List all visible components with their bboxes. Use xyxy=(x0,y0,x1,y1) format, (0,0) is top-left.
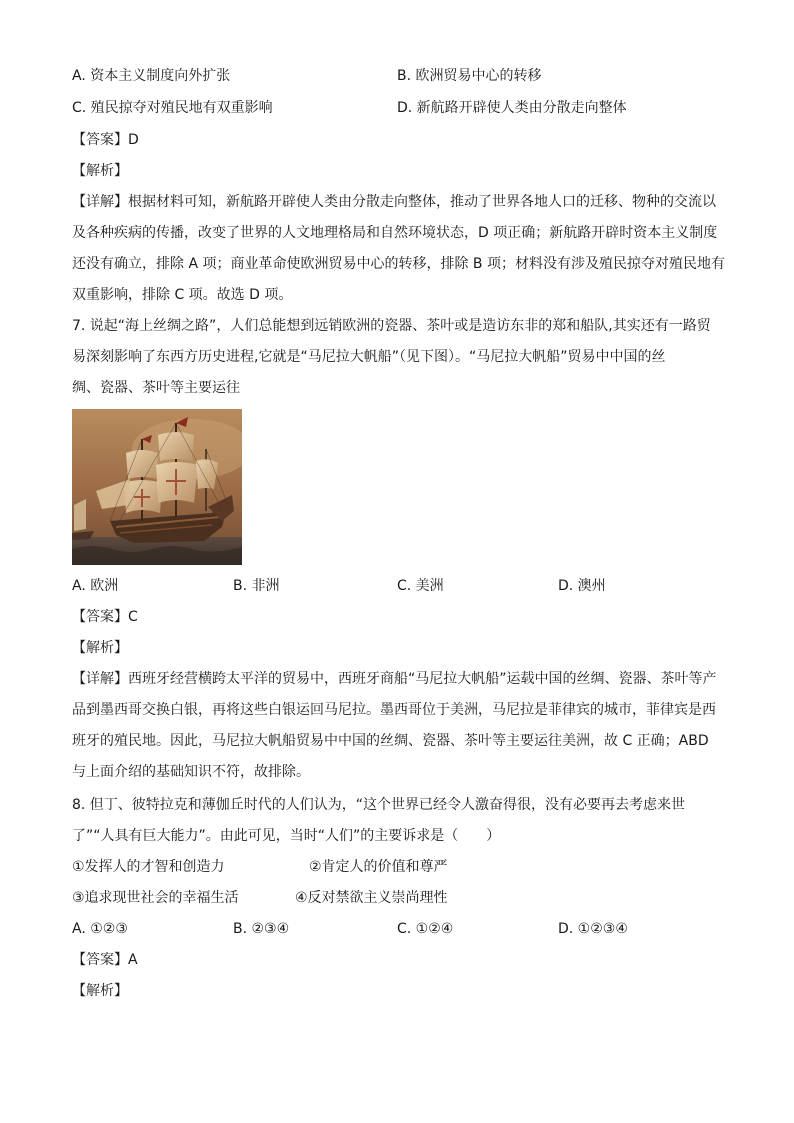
manila-galleon-painting xyxy=(72,409,242,565)
q6-option-d: D. 新航路开辟使人类由分散走向整体 xyxy=(397,100,627,116)
q6-analysis-tag: 【解析】 xyxy=(72,163,128,179)
q6-detail-line: 双重影响，排除 C 项。故选 D 项。 xyxy=(72,287,293,303)
q7-stem-line: 7. 说起“海上丝绸之路”，人们总能想到远销欧洲的瓷器、茶叶或是造访东非的郑和船队,其实还有一路贸 xyxy=(72,318,711,334)
q7-analysis-tag: 【解析】 xyxy=(72,640,128,656)
q7-answer xyxy=(72,607,724,627)
q7-option-d: D. 澳州 xyxy=(558,578,606,594)
detail-tag: 【详解】 xyxy=(72,671,128,687)
q8-answer xyxy=(72,950,724,970)
detail-tag: 【详解】 xyxy=(72,194,128,210)
q8-option-d: D. ①②③④ xyxy=(558,921,628,937)
q6-option-b: B. 欧洲贸易中心的转移 xyxy=(397,68,542,84)
q6-answer xyxy=(72,130,724,150)
q6-option-c: C. 殖民掠夺对殖民地有双重影响 xyxy=(72,100,273,116)
q8-item-4: ④反对禁欲主义崇尚理性 xyxy=(295,890,448,906)
q7-option-b: B. 非洲 xyxy=(233,578,280,594)
answer-value: A xyxy=(128,952,138,968)
q6-detail-line: 还没有确立，排除 A 项；商业革命使欧洲贸易中心的转移，排除 B 项；材料没有涉及殖民掠夺对殖民地有 xyxy=(72,256,725,272)
detail-text: 西班牙经营横跨太平洋的贸易中，西班牙商船“马尼拉大帆船”运载中国的丝绸、瓷器、茶叶等产 xyxy=(128,671,717,687)
detail-text: 根据材料可知，新航路开辟使人类由分散走向整体，推动了世界各地人口的迁移、物种的交流以 xyxy=(128,194,716,210)
q8-analysis-tag: 【解析】 xyxy=(72,983,128,999)
q7-detail-line: 班牙的殖民地。因此，马尼拉大帆船贸易中中国的丝绸、瓷器、茶叶等主要运往美洲，故 C 正确；ABD xyxy=(72,733,709,749)
q7-stem-line: 绸、瓷器、茶叶等主要运往 xyxy=(72,380,240,396)
q6-detail-line xyxy=(72,192,724,212)
answer-tag: 【答案】 xyxy=(72,132,128,148)
q8-item-2: ②肯定人的价值和尊严 xyxy=(309,859,448,875)
answer-value: C xyxy=(128,609,138,625)
answer-tag: 【答案】 xyxy=(72,609,128,625)
q8-option-b: B. ②③④ xyxy=(233,921,290,937)
q8-item-1: ①发挥人的才智和创造力 xyxy=(72,859,225,875)
q8-stem-line: 8. 但丁、彼特拉克和薄伽丘时代的人们认为，“这个世界已经令人激奋得很，没有必要再去考虑来世 xyxy=(72,797,686,813)
q7-stem-line: 易深刻影响了东西方历史进程,它就是“马尼拉大帆船”（见下图）。“马尼拉大帆船”贸易中中国的丝 xyxy=(72,349,666,365)
q8-stem-line: 了”“人具有巨大能力”。由此可见，当时“人们”的主要诉求是（ ） xyxy=(72,828,501,844)
q8-option-a: A. ①②③ xyxy=(72,921,128,937)
q7-option-c: C. 美洲 xyxy=(397,578,444,594)
answer-tag: 【答案】 xyxy=(72,952,128,968)
q7-option-a: A. 欧洲 xyxy=(72,578,119,594)
answer-value: D xyxy=(128,132,139,148)
q7-detail-line xyxy=(72,669,724,689)
q8-option-c: C. ①②④ xyxy=(397,921,454,937)
q6-detail-line: 及各种疾病的传播，改变了世界的人文地理格局和自然环境状态，D 项正确；新航路开辟时资本主义制度 xyxy=(72,225,718,241)
q8-item-3: ③追求现世社会的幸福生活 xyxy=(72,890,239,906)
q7-detail-line: 与上面介绍的基础知识不符，故排除。 xyxy=(72,764,310,780)
q7-detail-line: 品到墨西哥交换白银，再将这些白银运回马尼拉。墨西哥位于美洲，马尼拉是菲律宾的城市，菲律宾是西 xyxy=(72,702,716,718)
q6-option-a: A. 资本主义制度向外扩张 xyxy=(72,68,231,84)
